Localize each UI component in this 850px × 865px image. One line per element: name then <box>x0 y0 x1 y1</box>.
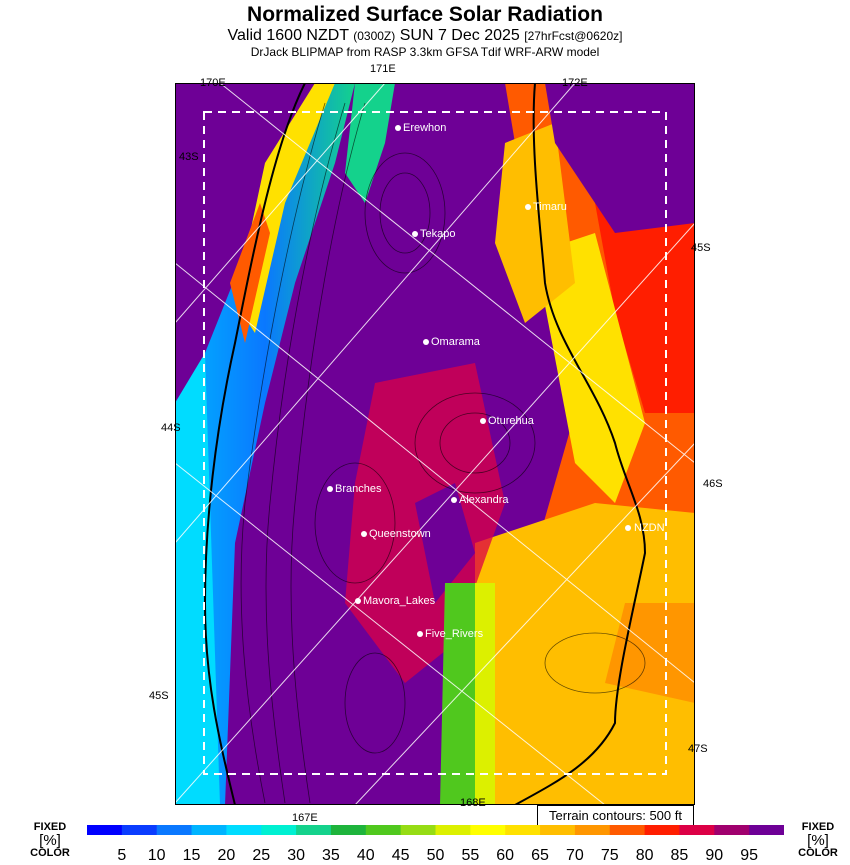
color-cell <box>679 825 714 835</box>
south-green-strip <box>440 583 475 805</box>
right-lat-47s: 47S <box>688 743 708 755</box>
color-cell <box>366 825 401 835</box>
queenstown-marker <box>361 531 367 537</box>
color-tick-label: 65 <box>531 847 549 864</box>
mavora-lakes-marker <box>355 598 361 604</box>
color-tick-label: 45 <box>391 847 410 864</box>
color-cell <box>575 825 610 835</box>
color-tick-label: 85 <box>670 847 689 864</box>
place-label-five-rivers: Five_Rivers <box>425 628 484 640</box>
valid-time: Valid 1600 NZDT <box>227 27 349 44</box>
place-label-erewhon: Erewhon <box>403 122 447 134</box>
erewhon-marker <box>395 125 401 131</box>
oturehua-marker <box>480 418 486 424</box>
left-fixed-label: FIXED <box>33 821 67 833</box>
color-cell <box>714 825 749 835</box>
color-tick-label: 25 <box>252 847 271 864</box>
right-fixed-label: FIXED <box>801 821 835 833</box>
color-tick-label: 60 <box>496 847 515 864</box>
nzdn-marker <box>625 525 631 531</box>
color-cell <box>470 825 505 835</box>
left-lat-45s: 45S <box>149 690 169 702</box>
left-unit-label: [%] <box>39 832 61 849</box>
left-color-label: COLOR <box>30 847 70 859</box>
color-tick-label: 95 <box>740 847 759 864</box>
color-cell <box>226 825 261 835</box>
valid-time-line <box>0 27 850 45</box>
color-tick-label: 55 <box>461 847 480 864</box>
color-tick-label: 10 <box>147 847 166 864</box>
place-label-alexandra: Alexandra <box>459 494 509 506</box>
color-cell <box>505 825 540 835</box>
place-label-mavora-lakes: Mavora_Lakes <box>363 595 436 607</box>
color-cell <box>540 825 575 835</box>
top-lon-171e: 171E <box>370 63 396 75</box>
place-label-nzdn: NZDN <box>634 522 665 534</box>
five-rivers-marker <box>417 631 423 637</box>
color-cell <box>401 825 436 835</box>
top-lon-170e: 170E <box>200 77 226 89</box>
color-tick-label: 35 <box>322 847 340 864</box>
color-tick-label: 15 <box>182 847 201 864</box>
color-cell <box>331 825 366 835</box>
south-yellow-strip <box>475 583 495 805</box>
color-tick-label: 30 <box>287 847 305 864</box>
bottom-lon-168e: 168E <box>460 797 486 809</box>
place-label-branches: Branches <box>335 483 382 495</box>
place-label-omarama: Omarama <box>431 336 480 348</box>
color-tick-label: 80 <box>635 847 654 864</box>
terrain-contours-note: Terrain contours: 500 ft <box>537 805 694 827</box>
right-color-label: COLOR <box>798 847 838 859</box>
right-unit-label: [%] <box>807 832 829 849</box>
color-cell <box>645 825 680 835</box>
alexandra-marker <box>451 497 457 503</box>
solar-radiation-map <box>175 83 695 805</box>
right-lat-46s: 46S <box>703 478 723 490</box>
color-cell <box>296 825 331 835</box>
color-cell <box>749 825 784 835</box>
right-lat-45s: 45S <box>691 242 711 254</box>
color-cell <box>261 825 296 835</box>
place-label-queenstown: Queenstown <box>369 528 431 540</box>
color-cell <box>436 825 471 835</box>
valid-utc: (0300Z) <box>353 29 396 43</box>
color-tick-label: 70 <box>565 847 584 864</box>
place-label-oturehua: Oturehua <box>488 415 534 427</box>
color-tick-label: 90 <box>705 847 724 864</box>
bottom-lon-167e: 167E <box>292 812 318 824</box>
branches-marker <box>327 486 333 492</box>
top-lon-172e: 172E <box>562 77 588 89</box>
forecast-info: [27hrFcst@0620z] <box>524 29 623 43</box>
map-title: Normalized Surface Solar Radiation <box>247 3 603 26</box>
color-tick-label: 75 <box>600 847 619 864</box>
right-scale-label <box>796 822 840 859</box>
omarama-marker <box>423 339 429 345</box>
left-lat-44s: 44S <box>161 422 181 434</box>
color-tick-label: 20 <box>217 847 236 864</box>
color-cell <box>122 825 157 835</box>
color-cell <box>192 825 227 835</box>
left-lat-43s: 43S <box>179 151 199 163</box>
color-cell <box>87 825 122 835</box>
place-label-timaru: Timaru <box>533 201 567 213</box>
color-cell <box>610 825 645 835</box>
tekapo-marker <box>412 231 418 237</box>
color-cell <box>157 825 192 835</box>
timaru-marker <box>525 204 531 210</box>
model-subtitle: DrJack BLIPMAP from RASP 3.3km GFSA Tdif WRF-ARW model <box>250 45 600 59</box>
color-tick-label: 5 <box>117 847 127 864</box>
valid-date: SUN 7 Dec 2025 <box>399 27 520 44</box>
left-scale-label <box>28 822 72 859</box>
color-tick-label: 40 <box>356 847 375 864</box>
place-label-tekapo: Tekapo <box>420 228 456 240</box>
color-tick-label: 50 <box>426 847 445 864</box>
color-scale-bar <box>87 825 784 835</box>
